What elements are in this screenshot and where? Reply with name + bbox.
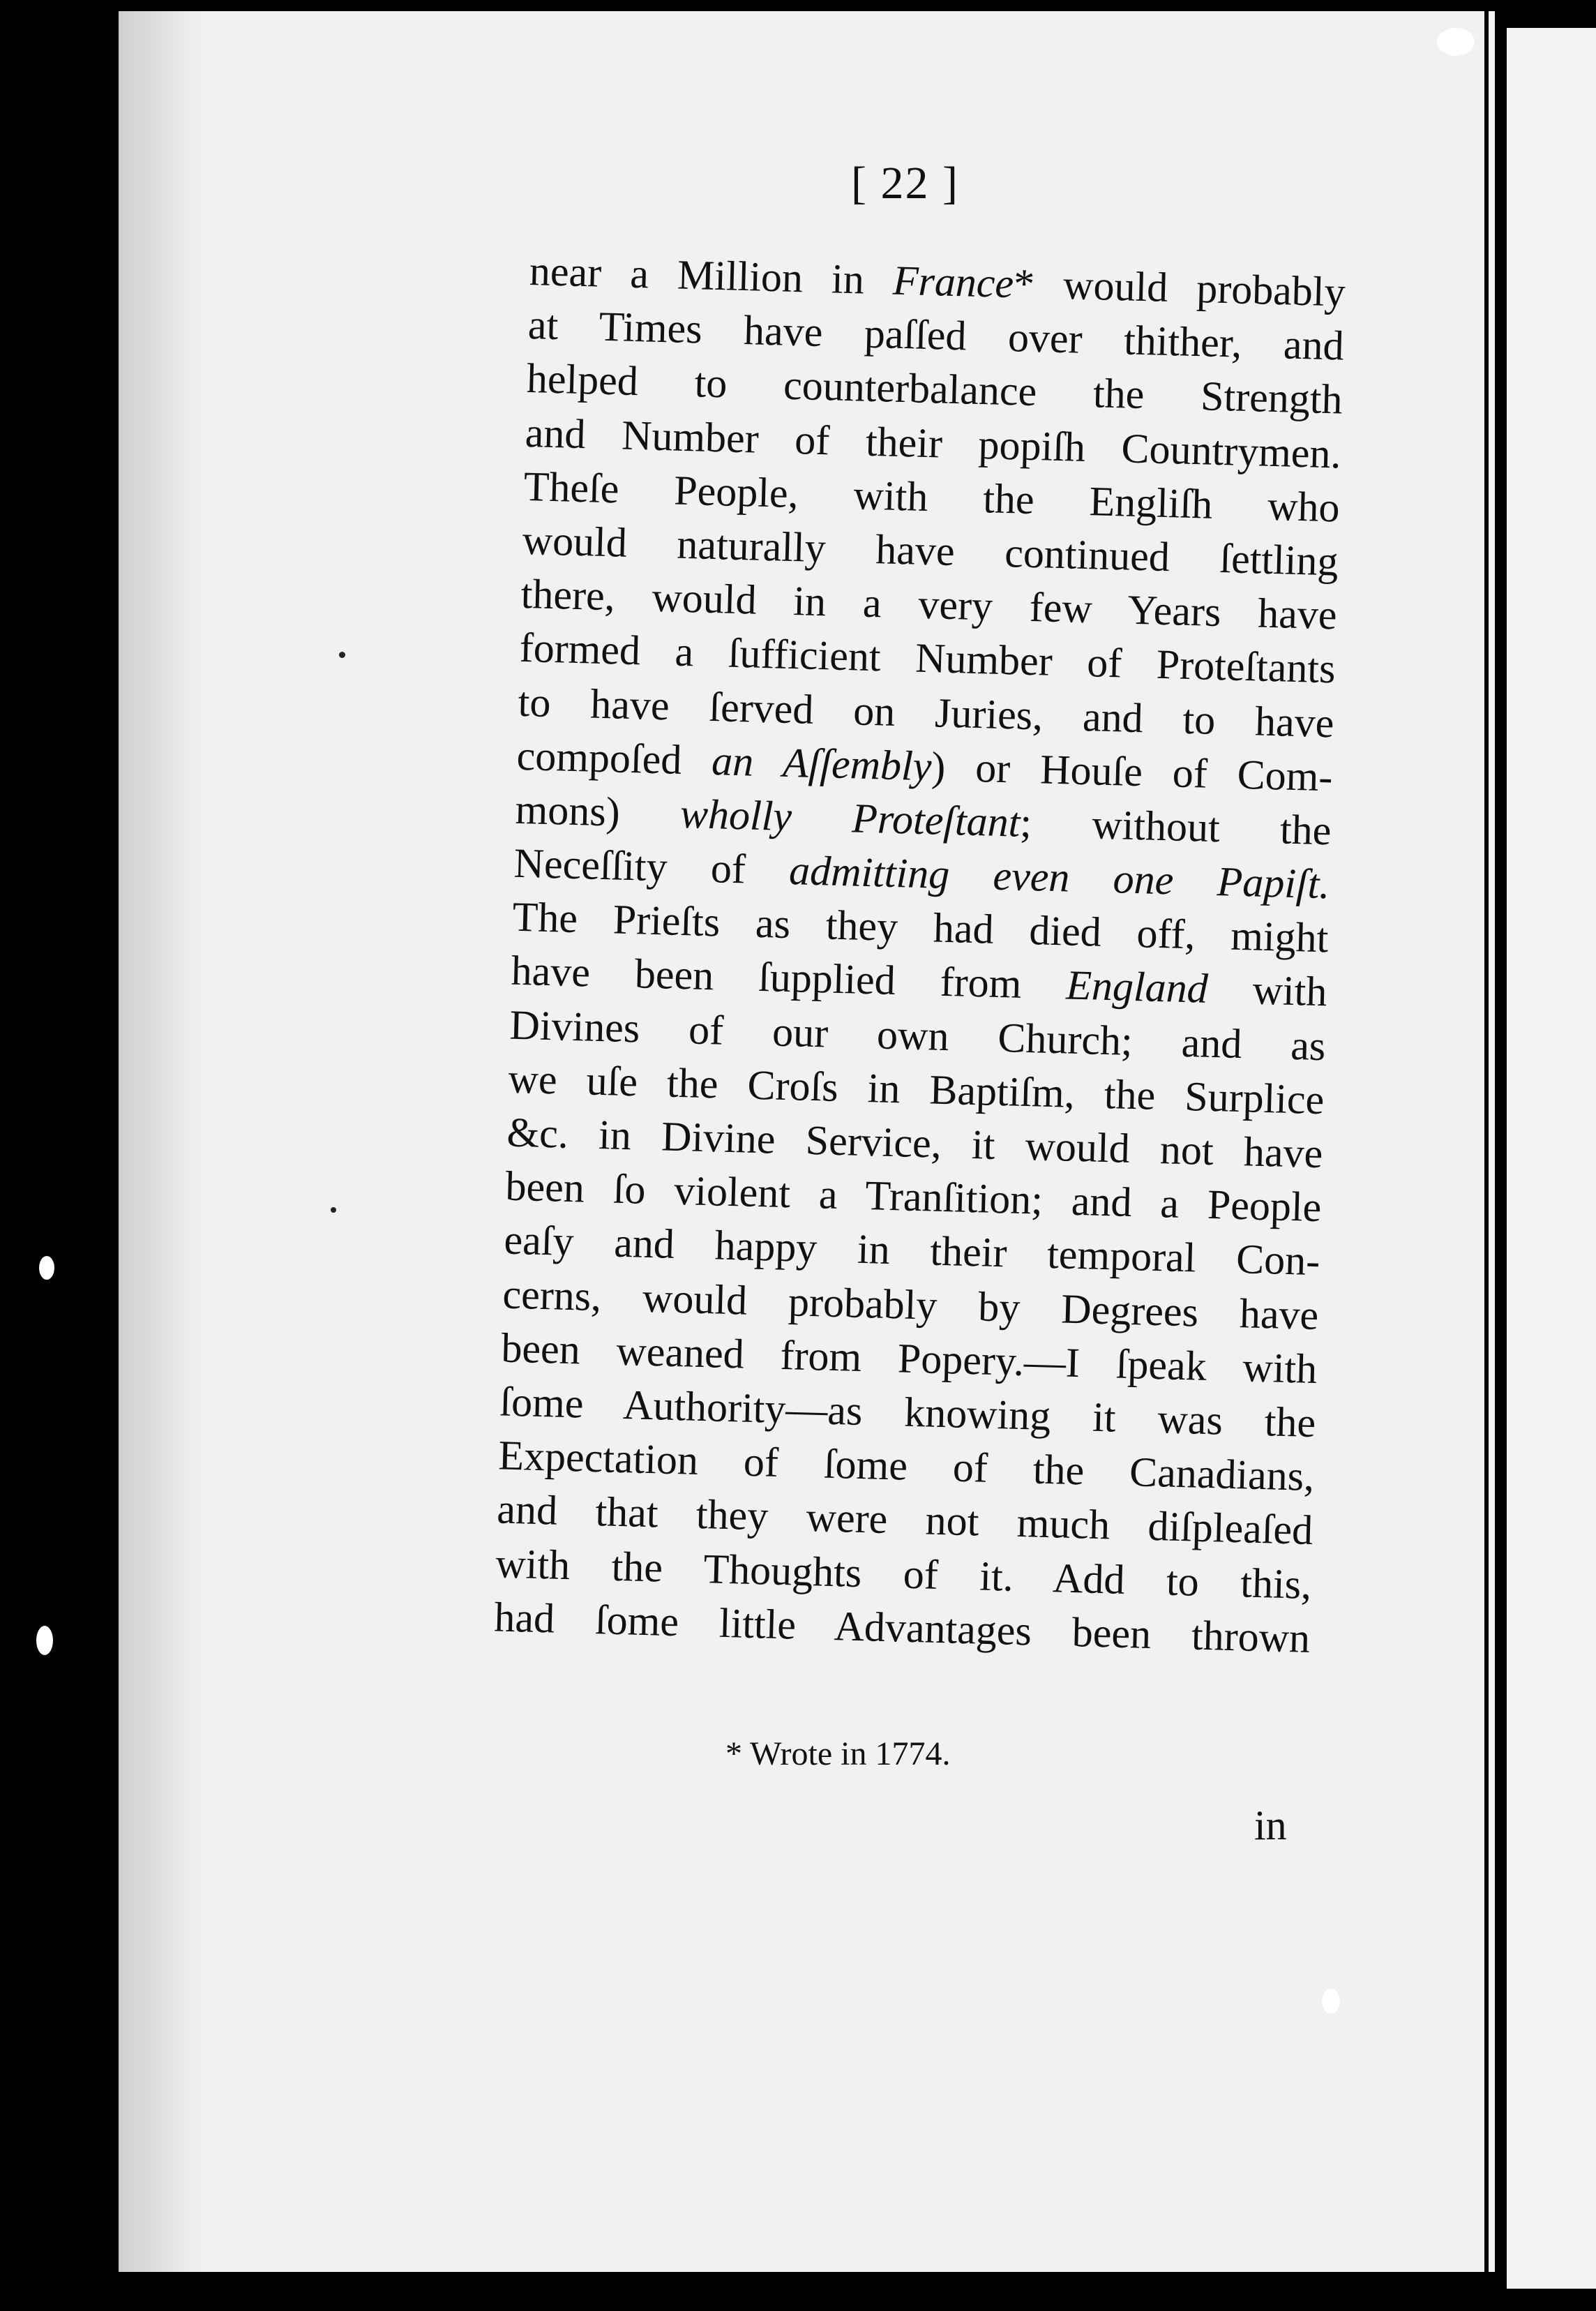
page-gutter-shadow bbox=[119, 11, 202, 2272]
text-line: there, would in a very few Years have bbox=[520, 570, 1338, 638]
text-line: been ſo violent a Tranſition; and a People bbox=[504, 1162, 1323, 1231]
text-line: mons) wholly Proteſtant; without the bbox=[514, 786, 1332, 854]
text-line: had ſome little Advantages been thrown bbox=[493, 1594, 1311, 1661]
page-edge-rule bbox=[1484, 0, 1489, 2311]
page-number: [ 22 ] bbox=[851, 158, 959, 209]
facing-page-edge bbox=[1507, 28, 1596, 2289]
text-line: Divines of our own Church; and as bbox=[509, 1001, 1327, 1069]
scan-dot bbox=[339, 652, 345, 658]
text-line: and that they were not much diſpleaſed bbox=[496, 1486, 1313, 1554]
text-line: ſome Authority—as knowing it was the bbox=[499, 1378, 1317, 1446]
text-line: formed a ſufficient Number of Proteſtants bbox=[518, 625, 1337, 692]
text-line: have been ſupplied from England with bbox=[510, 948, 1328, 1015]
text-line: eaſy and happy in their temporal Con- bbox=[503, 1216, 1321, 1285]
scan-dot bbox=[331, 1207, 336, 1213]
text-line: Neceſſity of admitting even one Papiſt. bbox=[513, 839, 1331, 908]
text-line: Expectation of ſome of the Canadians, bbox=[497, 1432, 1316, 1500]
text-line: The Prieſts as they had died off, might bbox=[511, 893, 1330, 962]
text-line: at Times have paſſed over thither, and bbox=[527, 301, 1345, 369]
scan-speck bbox=[39, 1256, 54, 1280]
scan-speck bbox=[1437, 28, 1475, 56]
text-line: Theſe People, with the Engliſh who bbox=[523, 463, 1341, 531]
text-line: near a Million in France* would probably bbox=[529, 247, 1346, 315]
text-line: with the Thoughts of it. Add to this, bbox=[495, 1539, 1312, 1608]
text-line: helped to counterbalance the Strength bbox=[526, 355, 1343, 423]
scan-speck bbox=[36, 1626, 53, 1655]
footnote: * Wrote in 1774. bbox=[725, 1735, 951, 1772]
text-line: cerns, would probably by Degrees have bbox=[502, 1271, 1320, 1338]
text-line: to have ſerved on Juries, and to have bbox=[517, 678, 1335, 746]
text-line: &c. in Divine Service, it would not have bbox=[506, 1109, 1324, 1177]
text-line: and Number of their popiſh Countrymen. bbox=[525, 409, 1342, 477]
text-line: compoſed an Aſſembly) or Houſe of Com- bbox=[515, 732, 1334, 800]
catchword: in bbox=[1254, 1802, 1287, 1848]
text-line: been weaned from Popery.—I ſpeak with bbox=[500, 1324, 1318, 1392]
text-line: would naturally have continued ſettling bbox=[522, 516, 1339, 585]
text-line: we uſe the Croſs in Baptiſm, the Surplice bbox=[507, 1055, 1325, 1123]
scan-speck bbox=[1322, 1989, 1340, 2014]
body-text bbox=[493, 244, 1346, 1666]
